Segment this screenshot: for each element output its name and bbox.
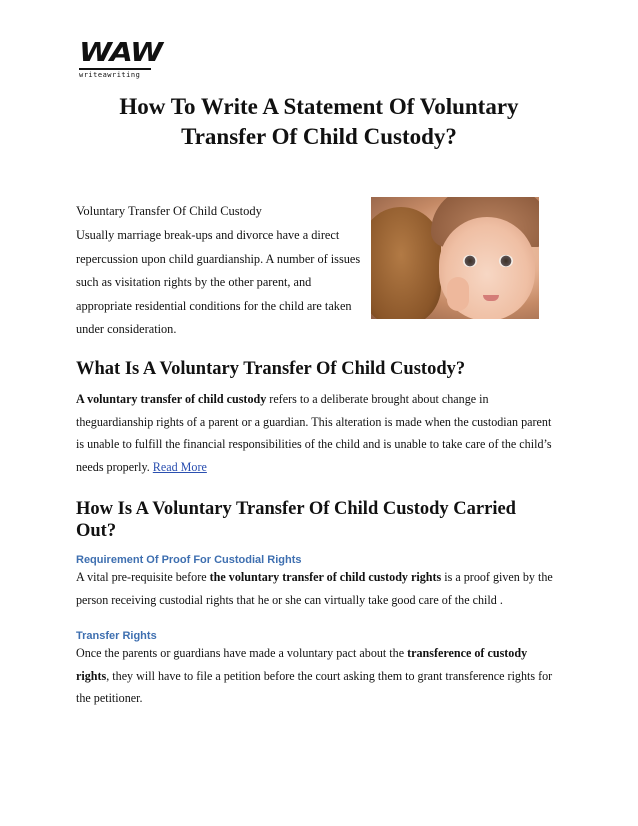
read-more-link[interactable]: Read More	[152, 459, 207, 474]
paragraph-text: is a proof given by the person receiving custodial rights that he or she can virtually take good care of the child .	[76, 570, 553, 607]
paragraph-text: , they will have to file a petition before the court asking them to grant transference rights for the petitioner.	[76, 668, 553, 705]
paragraph-text: A vital pre-requisite before	[76, 570, 210, 584]
bold-phrase: the voluntary transfer of child custody rights	[209, 570, 442, 584]
right-eye-shape	[499, 255, 513, 267]
left-eye-shape	[463, 255, 477, 267]
section-heading-what-is: What Is A Voluntary Transfer Of Child Custody?	[76, 359, 466, 379]
section-heading-how-is: How Is A Voluntary Transfer Of Child Custody Carried Out?	[76, 499, 516, 541]
proof-requirement-paragraph	[76, 566, 558, 611]
child-with-teddy-photo	[371, 197, 539, 319]
logo-mark: WAW	[79, 38, 162, 68]
bold-lead: A voluntary transfer of child custody	[76, 392, 267, 406]
subheading-transfer-rights: Transfer Rights	[76, 630, 157, 642]
hand-shape	[447, 277, 469, 311]
section-what-is-paragraph	[76, 388, 558, 478]
intro-heading: Voluntary Transfer Of Child Custody	[76, 204, 262, 218]
brand-logo	[79, 38, 162, 80]
intro-paragraph: Usually marriage break-ups and divorce have a direct repercussion upon child guardianship. A number of issues such as visitation rights by the other parent, and appropriate residential conditions for the child are taken under consideration.	[76, 228, 361, 336]
page-title: How To Write A Statement Of Voluntary Transfer Of Child Custody?	[119, 94, 519, 149]
transfer-rights-paragraph	[76, 642, 558, 710]
logo-subtitle: writeawriting	[79, 68, 151, 79]
paragraph-text: refers to a deliberate brought about change in theguardianship rights of a parent or a guardian. This alteration is made when the custodian parent is unable to fulfill the financial responsibilities of the child and is unable to take care of the child’s needs properly.	[76, 392, 552, 474]
teddy-bear-shape	[371, 207, 441, 319]
paragraph-text: Once the parents or guardians have made a voluntary pact about the	[76, 646, 408, 660]
subheading-proof-requirement: Requirement Of Proof For Custodial Rights	[76, 554, 302, 566]
bold-phrase: transference of custody rights	[76, 646, 528, 683]
